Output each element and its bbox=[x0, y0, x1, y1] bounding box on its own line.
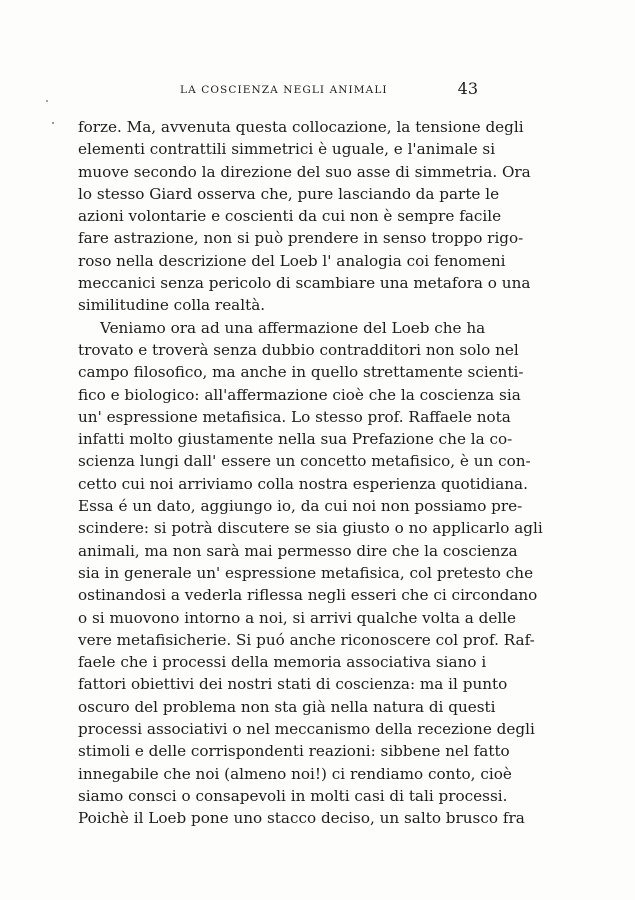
text-line: cetto cui noi arriviamo colla nostra esperienza quotidiana. bbox=[78, 474, 528, 493]
text-line: similitudine colla realtà. bbox=[78, 296, 266, 315]
text-line: faele che i processi della memoria associativa siano i bbox=[78, 653, 487, 672]
text-line: azioni volontarie e coscienti da cui non è sempre facile bbox=[78, 207, 502, 226]
text-line: lo stesso Giard osserva che, pure lasciando da parte le bbox=[78, 184, 500, 203]
paper-speck bbox=[52, 122, 54, 124]
text-line: forze. Ma, avvenuta questa collocazione, la tensione degli bbox=[78, 118, 524, 136]
text-line: scindere: si potrà discutere se sia giusto o no applicarlo agli bbox=[78, 519, 543, 538]
text-line: muove secondo la direzione del suo asse di simmetria. Ora bbox=[78, 162, 531, 181]
text-line: trovato e troverà senza dubbio contradditori non solo nel bbox=[78, 340, 519, 359]
text-line: fare astrazione, non si può prendere in senso troppo rigo- bbox=[78, 229, 524, 248]
text-line: Poichè il Loeb pone uno stacco deciso, un salto brusco fra bbox=[78, 809, 525, 828]
text-line: o si muovono intorno a noi, si arrivi qualche volta a delle bbox=[78, 608, 517, 627]
text-line: innegabile che noi (almeno noi!) ci rendiamo conto, cioè bbox=[78, 764, 512, 783]
text-line: vere metafisicherie. Si puó anche riconoscere col prof. Raf- bbox=[78, 630, 535, 649]
text-line: scienza lungi dall' essere un concetto metafisico, è un con- bbox=[78, 452, 531, 471]
text-line: infatti molto giustamente nella sua Prefazione che la co- bbox=[78, 430, 513, 449]
text-line: un' espressione metafisica. Lo stesso prof. Raffaele nota bbox=[78, 407, 511, 426]
text-line: campo filosofico, ma anche in quello strettamente scienti- bbox=[78, 363, 524, 382]
text-line: animali, ma non sarà mai permesso dire che la coscienza bbox=[78, 541, 518, 560]
body-text bbox=[78, 116, 543, 830]
page-number: 43 bbox=[457, 79, 478, 98]
text-line: roso nella descrizione del Loeb l' analogia coi fenomeni bbox=[78, 251, 506, 270]
text-line: Essa é un dato, aggiungo io, da cui noi non possiamo pre- bbox=[78, 497, 523, 516]
text-line: stimoli e delle corrispondenti reazioni: sibbene nel fatto bbox=[78, 742, 510, 761]
running-title: LA COSCIENZA NEGLI ANIMALI bbox=[180, 84, 388, 96]
text-line: oscuro del problema non sta già nella natura di questi bbox=[78, 697, 496, 716]
text-line: fico e biologico: all'affermazione cioè che la coscienza sia bbox=[78, 385, 521, 404]
text-line: siamo consci o consapevoli in molti casi di tali processi. bbox=[78, 786, 508, 805]
page-header bbox=[78, 79, 478, 101]
text-line: fattori obiettivi dei nostri stati di coscienza: ma il punto bbox=[78, 675, 508, 694]
text-line: ostinandosi a vederla riflessa negli esseri che ci circondano bbox=[78, 586, 538, 605]
text-line: sia in generale un' espressione metafisica, col pretesto che bbox=[78, 563, 534, 582]
text-line: Veniamo ora ad una affermazione del Loeb che ha bbox=[100, 318, 486, 337]
paper-speck bbox=[46, 100, 48, 102]
text-line: processi associativi o nel meccanismo della recezione degli bbox=[78, 720, 535, 739]
text-line: meccanici senza pericolo di scambiare una metafora o una bbox=[78, 274, 531, 293]
text-line: elementi contrattili simmetrici è uguale, e l'animale si bbox=[78, 140, 496, 159]
